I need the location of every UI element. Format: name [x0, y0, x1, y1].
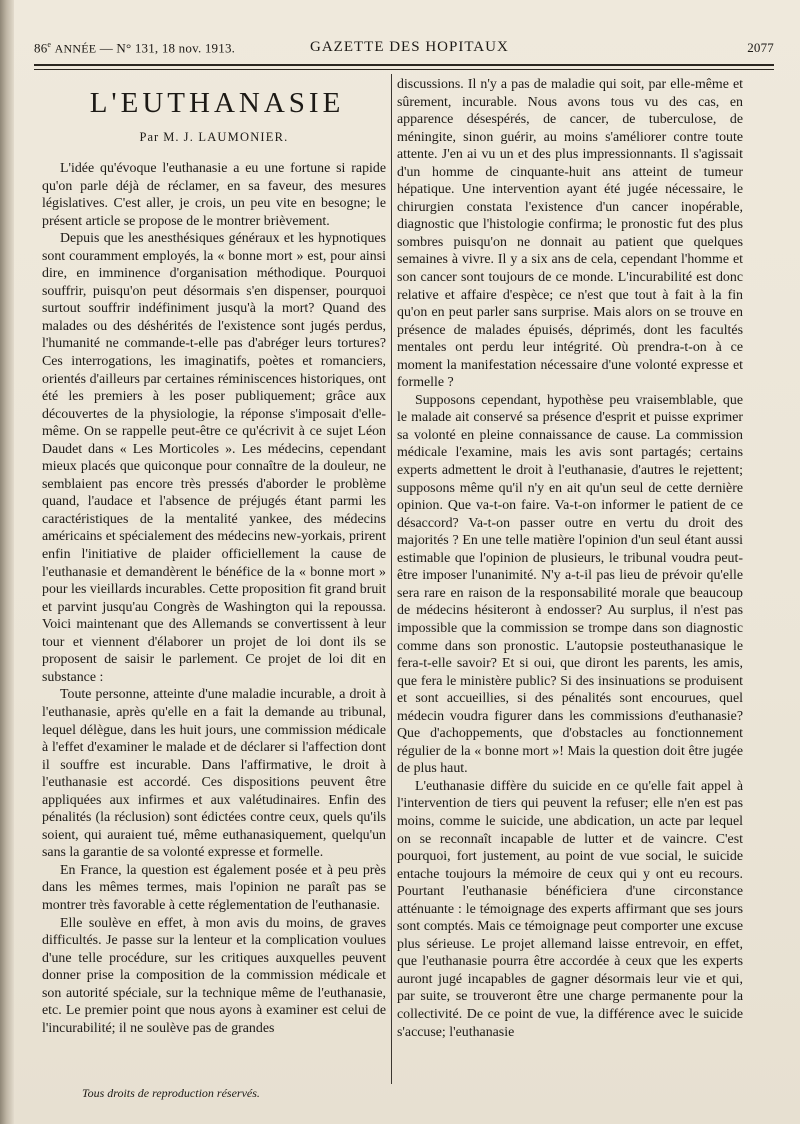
- article-title: L'EUTHANASIE: [89, 87, 345, 119]
- byline-author: J. LAUMONIER.: [183, 130, 289, 144]
- column-divider: [391, 74, 392, 1084]
- issue-year-word: ANNÉE: [54, 41, 97, 56]
- issue-number: — N° 131, 18 nov. 1913.: [99, 40, 236, 56]
- header-rule-thin: [34, 69, 774, 70]
- paragraph: Depuis que les anesthésiques généraux et les hypnotiques sont couramment employés, la « bonne mort » est, pour ainsi dire, en imminence d'organisation méthodique. Pourquoi souffrir, puisqu'on peut désormais s'en dispenser, pourquoi surtout souffrir indéfiniment jusqu'à la mort? Quand des malades ou des déshérités de l'existence sont jugés perdus, l'humanité ne commande-t-elle pas d'abréger leurs tortures? Ces interrogations, les imaginatifs, poètes et romanciers, orientés d'ailleurs par certaines réminiscences historiques, ont été les premiers à les poser publiquement; grâce aux découvertes de la physiologie, la réponse s'imposait d'elle-même. On se rappelle peut-être ce qu'écrivit à ce sujet Léon Daudet dans « Les Morticoles ». Les médecins, cependant mieux placés que quiconque pour connaître de la douleur, ne semblaient pas encore très pressés d'aborder le problème quand, l'audace et l'absence de préjugés étant parmi les caractéristiques de la mentalité yankee, des médecins américains et spécialement des médecins new-yorkais, prirent enfin l'initiative de plaider officiellement la cause de l'euthanasie et demandèrent le bénéfice de la « bonne mort » pour les vieillards incurables. Cette proposition fit grand bruit et parvint jusqu'au Congrès de Washington qui la repoussa. Voici maintenant que des Allemands se convertissent à leur tour et viennent d'élaborer un projet de loi dont ils se proposent de saisir le parlement. Ce projet de loi dit en substance :: [42, 231, 386, 685]
- running-header: [34, 38, 774, 58]
- byline-prefix: Par M.: [139, 130, 184, 144]
- issue-prefix: 86: [34, 40, 48, 56]
- byline: [42, 130, 386, 144]
- rights-notice: Tous droits de reproduction réservés.: [82, 1086, 260, 1100]
- issue-info: [34, 40, 235, 56]
- paragraph: Toute personne, atteinte d'une maladie incurable, a droit à l'euthanasie, après qu'elle en a fait la demande au tribunal, lequel délègue, dans les huit jours, une commission médicale à l'effet d'examiner le malade et de déclarer si l'affection dont il souffre est incurable. Dans l'affirmative, le droit à l'euthanasie est accordé. Ces dispositions peuvent être appliquées aux infirmes et aux valétudinaires. Enfin des pénalités (la réclusion) sont édictées contre ceux, quels qu'ils soient, qui auraient tué, même euthanasiquement, quelqu'un sans la garantie de sa volonté expresse et formelle.: [42, 687, 386, 861]
- issue-sup: e: [47, 40, 52, 49]
- paragraph: L'euthanasie diffère du suicide en ce qu'elle fait appel à l'intervention de tiers qui peuvent la refuser; elle n'en est pas moins, comme le suicide, une abdication, un acte par lequel on se reconnaît incapable de lutter et de vaincre. C'est pourquoi, fort justement, au point de vue social, le suicide entache toujours la mémoire de ceux qui y ont eu recours. Pourtant l'euthanasie bénéficiera d'une circonstance atténuante : le témoignage des experts affirmant que ses jours sont comptés. Mais ce témoignage peut comporter une excuse plus sérieuse. Le projet allemand laisse entrevoir, en effet, que l'euthanasie pourra être accordée à ceux que les experts auront jugé incapables de gagner désormais leur vie et qui, par suite, se trouveront être une charge permanente pour la collectivité. De ce point de vue, la différence avec le suicide s'accuse; l'euthanasie: [397, 778, 743, 1040]
- paragraph: Elle soulève en effet, à mon avis du moins, de graves difficultés. Je passe sur la lenteur et la complication voulues d'une telle procédure, sur les critiques auxquelles peuvent donner prise la composition de la commission médicale et son autorité spéciale, sur la technique même de l'euthanasie, etc. Le premier point que nous ayons à examiner est celui de l'incurabilité; il ne soulève pas de grandes: [42, 915, 386, 1036]
- paragraph-continued: discussions. Il n'y a pas de maladie qui soit, par elle-même et sûrement, incurable. Nous avons tous vu des cas, en apparence désespérés, de cancer, de tuberculose, de méningite, sinon guérir, au moins s'améliorer contre toute attente. J'en ai vu un et des plus impressionnants. Il s'agissait d'un homme de cinquante-huit ans atteint de tumeur hépatique. Une intervention ayant été jugée nécessaire, le chirurgien constata l'existence d'un cancer inopérable, diagnostic que l'histologie confirma; le pronostic fut des plus sombres puisqu'on ne donnait au patient que quelques semaines à vivre. Il y a six ans de cela, cependant l'homme et son cancer sont toujours de ce monde. L'incurabilité est donc relative et affaire d'espèce; ce n'est que tout à fait à la fin qu'on en peut parler sans surprise. Mais alors on se trouve en présence de malades épuisés, déprimés, dont les facultés mentales ont perdu leur intégrité. Où prendra-t-on à ce moment la manifestation nécessaire d'une volonté expresse et formelle ?: [397, 77, 743, 391]
- header-rule-thick: [34, 64, 774, 66]
- right-column: [397, 76, 743, 1041]
- paragraph: L'idée qu'évoque l'euthanasie a eu une fortune si rapide qu'on parle déjà de réclamer, en sa faveur, des mesures législatives. C'est aller, je crois, un peu vite en besogne; le présent article se propose de le montrer brièvement.: [42, 161, 386, 229]
- page-number: 2077: [747, 40, 774, 55]
- paragraph: Supposons cependant, hypothèse peu vraisemblable, que le malade ait conservé sa présence d'esprit et puisse exprimer sa volonté en pleine connaissance de cause. La commission médicale l'examine, mais les avis sont partagés; certains experts admettent le droit à l'euthanasie, d'autres le rejettent; supposons même qu'il n'y en ait qu'un seul de cette dernière opinion. Que va-t-on faire. Va-t-on informer le patient de ce désaccord? Va-t-on passer outre en vertu du droit des majorités ? En une telle matière l'opinion d'un seul étant aussi estimable que l'opinion de plusieurs, le tribunal voudra peut-être imposer l'unanimité. N'y a-t-il pas lieu de prévoir qu'elle sera rare en raison de la responsabilité morale que beaucoup de médecins hésiteront à endosser? Au surplus, il n'est pas impossible que la commission se trompe dans son diagnostic comme dans son pronostic. L'autopsie posteuthanasique le fera-t-elle savoir? Et si oui, que diront les parents, les amis, que fera le ministère public? Si des insinuations se produisent et sont accueillies, si des pénalités sont encourues, quel médecin voudra figurer dans les commissions d'euthanasie? Que d'achoppements, que d'obstacles au fonctionnement régulier de la « bonne mort »! Mais la question doit être jugée de plus haut.: [397, 392, 743, 777]
- journal-title: GAZETTE DES HOPITAUX: [310, 39, 509, 55]
- left-column: [42, 80, 386, 1037]
- binding-edge: [0, 0, 14, 1124]
- paragraph: En France, la question est également posée et à peu près dans les mêmes termes, mais l'opinion ne paraît pas se montrer très favorable à cette réglementation de l'euthanasie.: [42, 862, 386, 913]
